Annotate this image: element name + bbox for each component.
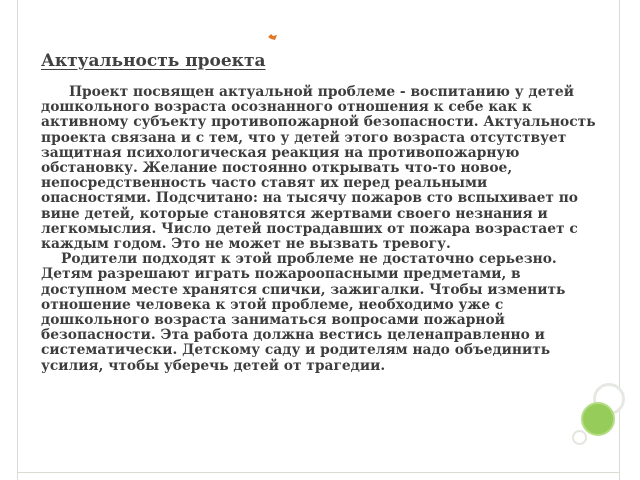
slide-title: Актуальность проекта: [41, 51, 266, 71]
small-orange-marker-icon: [268, 34, 277, 40]
paragraph-parents: Родители подходят к этой проблеме не достаточно серьезно. Детям разрешают играть пожароопасными предметами, в доступном месте хранятся спички, зажигалки. Чтобы изменить отношение человека к этой проблеме, необходимо уже с дошкольного возраста заниматься вопросами пожарной безопасности. Эта работа должна вестись целенаправленно и систематически. Детскому саду и родителям надо объединить усилия, чтобы уберечь детей от трагедии.: [41, 251, 566, 374]
paragraph-project-relevance: Проект посвящен актуальной проблеме - воспитанию у детей дошкольного возраста осознанного отношения к себе как к активному субъекту противопожарной безопасности. Актуальность проекта связана и с тем, что у детей этого возраста отсутствует защитная психологическая реакция на противопожарную обстановку. Желание постоянно открывать что-то новое, непосредственность часто ставят их перед реальными опасностями. Подсчитано: на тысячу пожаров сто вспыхивает по вине детей, которые становятся жертвами своего незнания и легкомыслия. Число детей пострадавших от пожара возрастает с каждым годом. Это не может не вызвать тревогу.: [41, 84, 596, 253]
body-text: [41, 85, 598, 374]
decorative-circle-green: [581, 402, 615, 436]
slide-frame-left: [17, 0, 18, 480]
slide-frame-bottom: [17, 472, 620, 473]
decorative-circle-small: [572, 430, 587, 445]
